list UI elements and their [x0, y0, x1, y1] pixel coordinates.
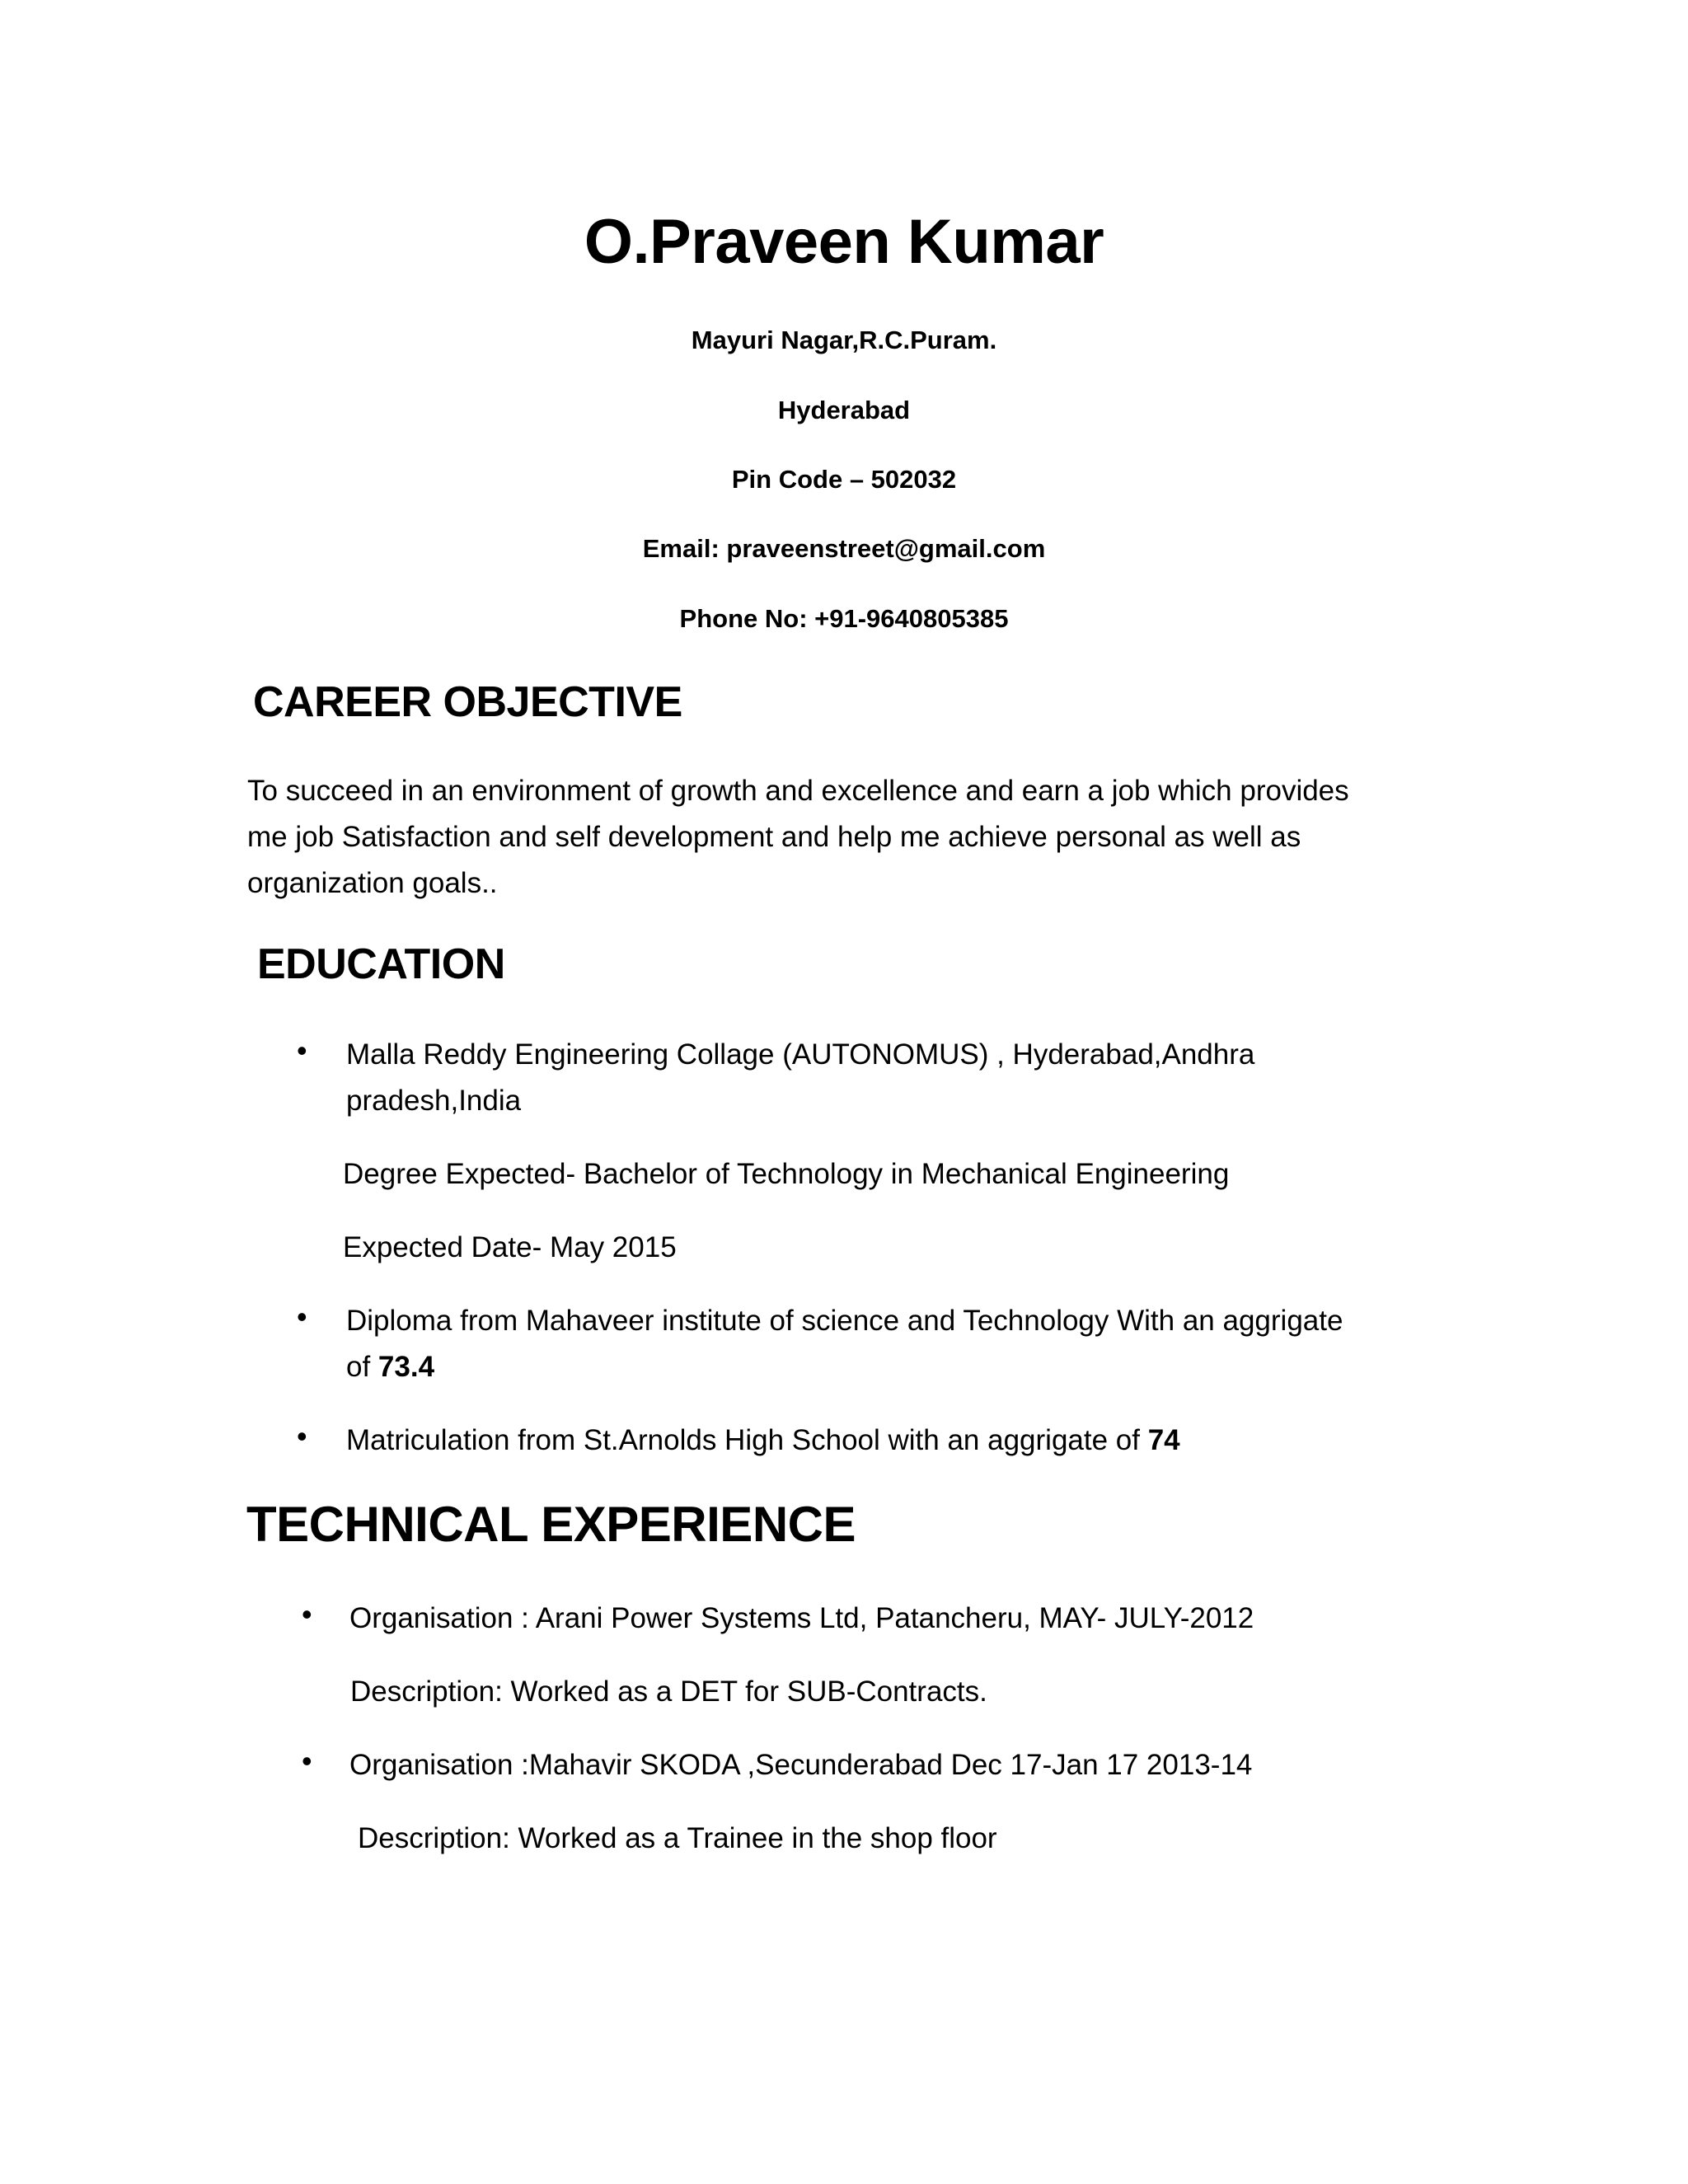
- organisation-2: Organisation :Mahavir SKODA ,Secunderabad Dec 17-Jan 17 2013-14: [349, 1749, 1253, 1781]
- phone-number: Phone No: +91-9640805385: [679, 604, 1009, 633]
- candidate-name: O.Praveen Kumar: [584, 207, 1104, 277]
- matriculation-text: Matriculation from St.Arnolds High School with an aggrigate of: [346, 1424, 1148, 1456]
- bullet-icon: •: [302, 1597, 312, 1631]
- diploma-prefix: of: [346, 1351, 378, 1383]
- description-1: Description: Worked as a DET for SUB-Contracts.: [350, 1675, 987, 1708]
- bullet-icon: •: [297, 1419, 307, 1453]
- career-objective-line-2: me job Satisfaction and self development and help me achieve personal as well as: [247, 821, 1301, 853]
- diploma-line-2: [346, 1344, 434, 1390]
- degree-expected: Degree Expected- Bachelor of Technology in Mechanical Engineering: [343, 1158, 1230, 1190]
- organisation-1: Organisation : Arani Power Systems Ltd, Patancheru, MAY- JULY-2012: [349, 1602, 1254, 1634]
- education-heading: EDUCATION: [257, 940, 505, 988]
- bullet-icon: •: [297, 1300, 307, 1333]
- email: Email: praveenstreet@gmail.com: [642, 534, 1046, 563]
- matriculation-score: 74: [1147, 1424, 1180, 1456]
- college-line-2: pradesh,India: [346, 1085, 522, 1117]
- technical-experience-heading: TECHNICAL EXPERIENCE: [246, 1497, 856, 1552]
- diploma-score: 73.4: [377, 1351, 435, 1383]
- matriculation: [346, 1418, 1180, 1464]
- bullet-icon: •: [297, 1033, 307, 1067]
- college-line-1: Malla Reddy Engineering Collage (AUTONOMUS) , Hyderabad,Andhra: [346, 1038, 1255, 1071]
- diploma-line-1: Diploma from Mahaveer institute of science and Technology With an aggrigate: [346, 1305, 1343, 1337]
- career-objective-heading: CAREER OBJECTIVE: [253, 678, 682, 726]
- expected-date: Expected Date- May 2015: [343, 1231, 677, 1263]
- career-objective-line-3: organization goals..: [247, 867, 498, 899]
- pin-code: Pin Code – 502032: [731, 465, 957, 494]
- career-objective-line-1: To succeed in an environment of growth and excellence and earn a job which provides: [247, 775, 1349, 807]
- bullet-icon: •: [302, 1744, 312, 1778]
- description-2: Description: Worked as a Trainee in the shop floor: [358, 1822, 997, 1854]
- address-line-1: Mayuri Nagar,R.C.Puram.: [691, 326, 997, 354]
- address-line-2: Hyderabad: [777, 396, 911, 424]
